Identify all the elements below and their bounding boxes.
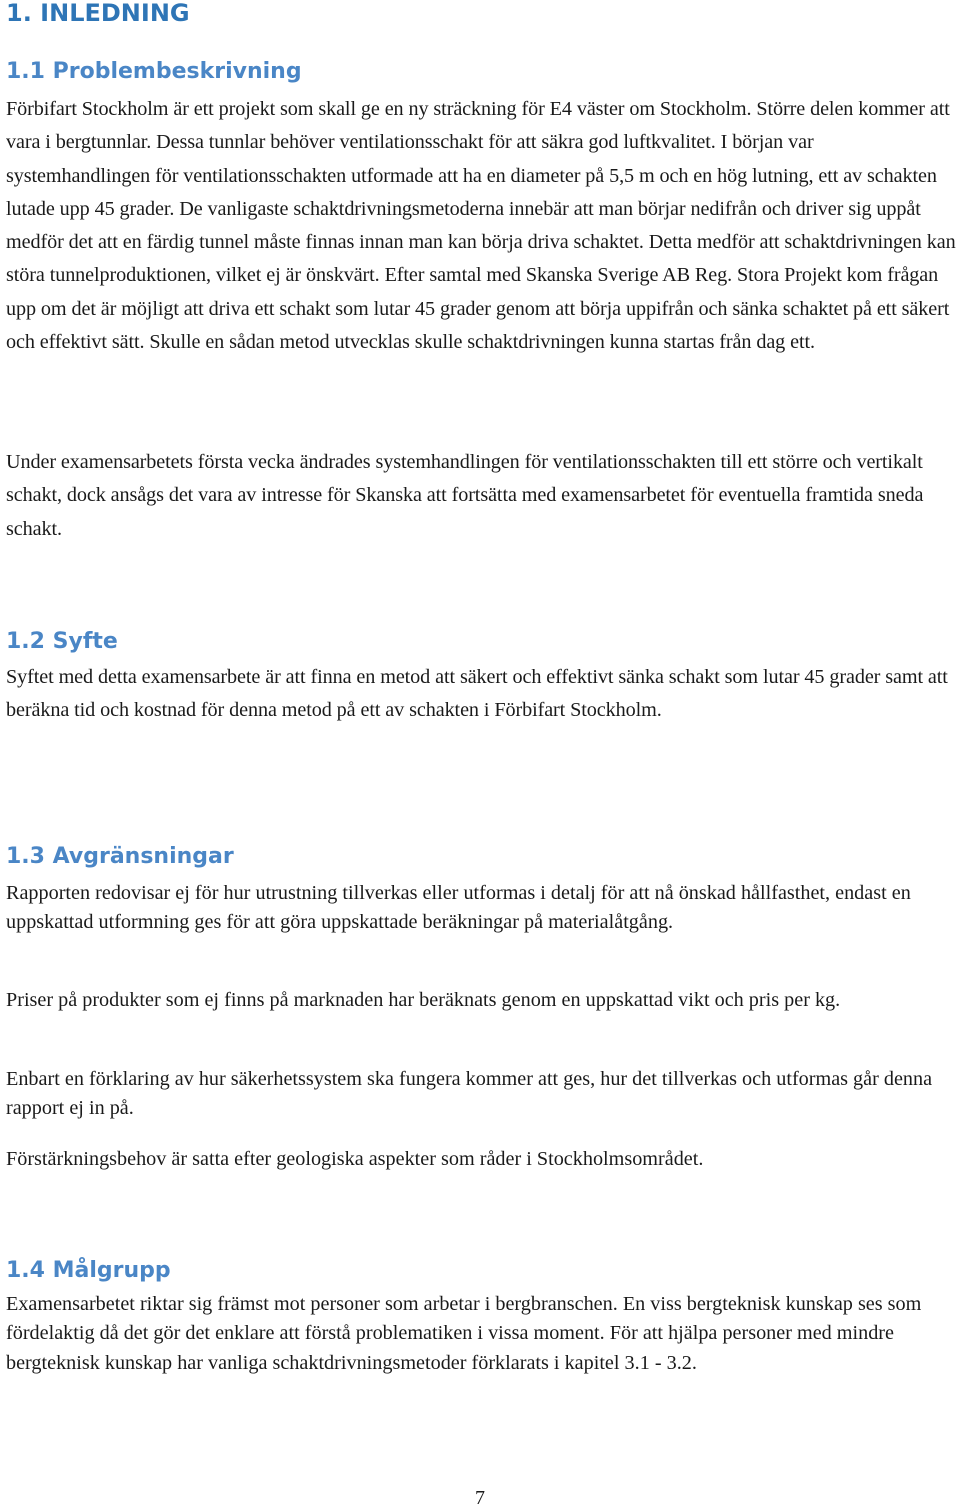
paragraph-avgransningar-4: Förstärkningsbehov är satta efter geologiska aspekter som råder i Stockholmsområdet. — [6, 1148, 704, 1170]
page-number: 7 — [475, 1487, 485, 1509]
paragraph-avgransningar-2: Priser på produkter som ej finns på marknaden har beräknats genom en uppskattad vikt och pris per kg. — [6, 989, 841, 1011]
paragraph-syfte-1: Syftet med detta examensarbete är att finna en metod att säkert och effektivt sänka schakt som lutar 45 grader samt att beräkna tid och kostnad för denna metod på ett av schakten i Förbifart Stockholm. — [6, 666, 948, 722]
paragraph-problembeskrivning-2: Under examensarbetets första vecka ändrades systemhandlingen för ventilationsschakten till ett större och vertikalt schakt, dock ansågs det vara av intresse för Skanska att fortsätta med examensarbetet för eventuella framtida sneda schakt. — [6, 451, 924, 540]
section-heading-malgrupp: 1.4 Målgrupp — [6, 1258, 171, 1283]
paragraph-problembeskrivning-1: Förbifart Stockholm är ett projekt som skall ge en ny sträckning för E4 väster om Stockholm. Större delen kommer att vara i bergtunnlar. Dessa tunnlar behöver ventilationsschakt för att säkra god luftkvalitet. I början var systemhandlingen för ventilationsschakten utformade att ha en diameter på 5,5 m och en hög lutning, ett av schakten lutade upp 45 grader. De vanligaste schaktdrivningsmetoderna innebär att man börjar nedifrån och driver sig uppåt medför det att en färdig tunnel måste finnas innan man kan börja driva schaktet. Detta medför att schaktdrivningen kan störa tunnelproduktionen, vilket ej är önskvärt. Efter samtal med Skanska Sverige AB Reg. Stora Projekt kom frågan upp om det är möjligt att driva ett schakt som lutar 45 grader genom att börja uppifrån och sänka schaktet på ett säkert och effektivt sätt. Skulle en sådan metod utvecklas skulle schaktdrivningen kunna startas från dag ett. — [6, 98, 956, 354]
section-heading-avgransningar: 1.3 Avgränsningar — [6, 844, 234, 869]
paragraph-avgransningar-1: Rapporten redovisar ej för hur utrustning tillverkas eller utformas i detalj för att nå önskad hållfasthet, endast en uppskattad utformning ges för att göra uppskattade beräkningar på materialåtgång. — [6, 882, 911, 934]
chapter-heading: 1. INLEDNING — [6, 0, 190, 27]
paragraph-avgransningar-3: Enbart en förklaring av hur säkerhetssystem ska fungera kommer att ges, hur det tillverkas och utformas går denna rapport ej in på. — [6, 1068, 933, 1120]
paragraph-malgrupp-1: Examensarbetet riktar sig främst mot personer som arbetar i bergbranschen. En viss bergteknisk kunskap ses som fördelaktig då det gör det enklare att förstå problematiken i vissa moment. För att hjälpa personer med mindre bergteknisk kunskap har vanliga schaktdrivningsmetoder förklarats i kapitel 3.1 - 3.2. — [6, 1293, 922, 1374]
section-heading-syfte: 1.2 Syfte — [6, 629, 118, 654]
section-heading-problembeskrivning: 1.1 Problembeskrivning — [6, 59, 302, 84]
